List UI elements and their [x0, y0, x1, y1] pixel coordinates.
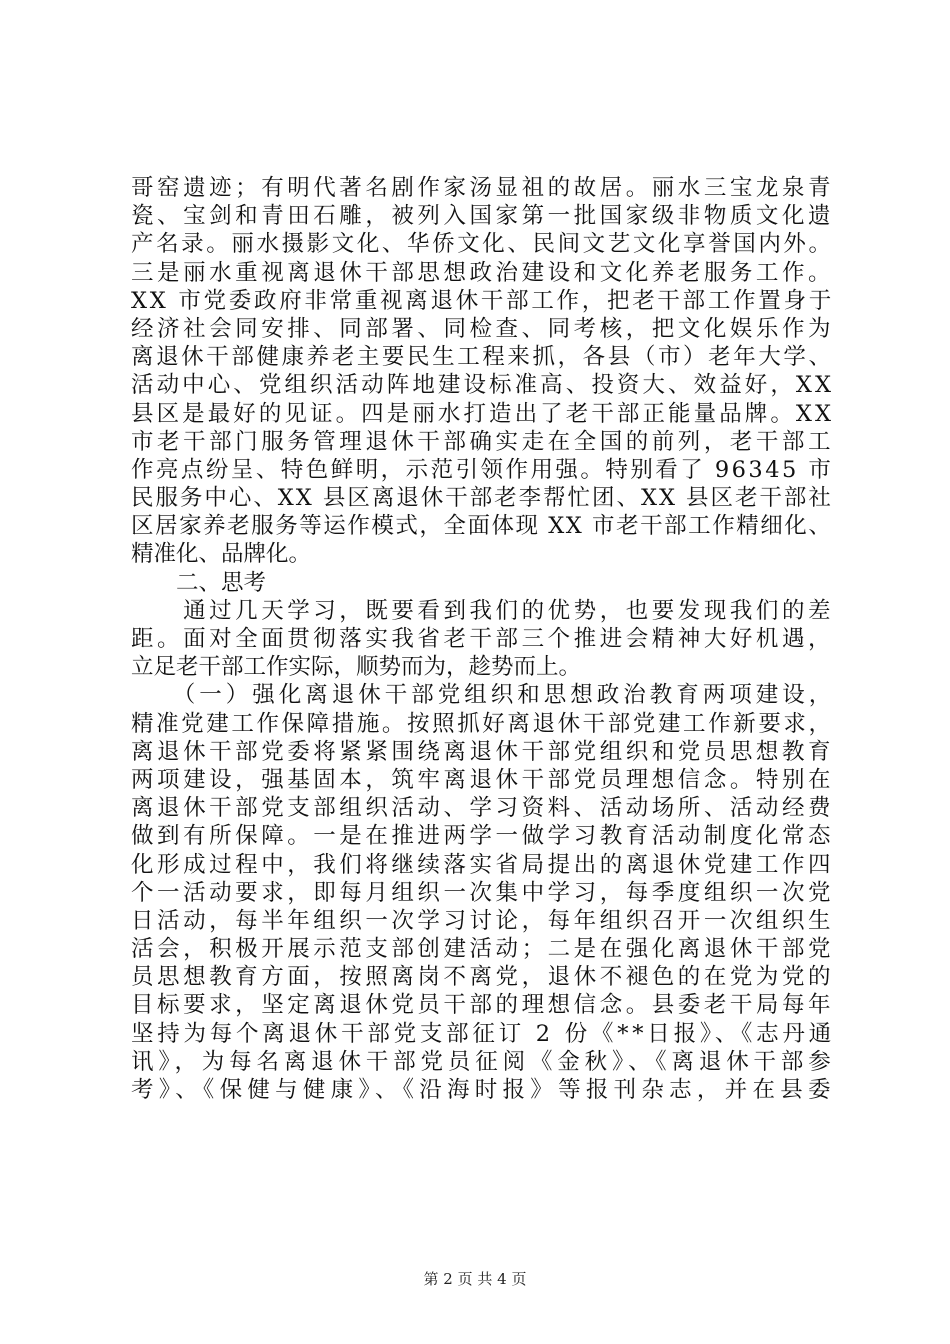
text-line: 市老干部门服务管理退休干部确实走在全国的前列，老干部工	[131, 428, 835, 455]
text-line: 立足老干部工作实际，顺势而为，趁势而上。	[131, 654, 582, 681]
text-line: 产名录。丽水摄影文化、华侨文化、民间文艺文化享誉国内外。	[131, 231, 834, 258]
text-line: 日活动，每半年组织一次学习讨论，每年组织召开一次组织生	[131, 907, 835, 934]
text-line: 三是丽水重视离退休干部思想政治建设和文化养老服务工作。	[131, 259, 835, 286]
text-line: 讯》，为每名离退休干部党员征阅《金秋》、《离退休干部参	[131, 1048, 836, 1075]
text-line: 民服务中心、XX 县区离退休干部老李帮忙团、XX 县区老干部社	[131, 485, 833, 512]
text-line: 县区是最好的见证。四是丽水打造出了老干部正能量品牌。XX	[131, 400, 835, 427]
text-line: 考》、《保健与健康》、《沿海时报》等报刊杂志，并在县委	[131, 1077, 836, 1103]
text-line: 距。面对全面贯彻落实我省老干部三个推进会精神大好机遇，	[131, 626, 835, 652]
text-line: 目标要求，坚定离退休党员干部的理想信念。县委老干局每年	[131, 992, 835, 1019]
text-line: 通过几天学习，既要看到我们的优势，也要发现我们的差	[131, 597, 835, 624]
text-line: 离退休干部党支部组织活动、学习资料、活动场所、活动经费	[131, 795, 835, 822]
text-line: 做到有所保障。一是在推进两学一做学习教育活动制度化常态	[131, 823, 835, 850]
text-line: XX 市党委政府非常重视离退休干部工作，把老干部工作置身于	[131, 287, 834, 314]
text-line: 坚持为每个离退休干部党支部征订 2 份《**日报》、《志丹通	[131, 1020, 835, 1047]
text-line: （一）强化离退休干部党组织和思想政治教育两项建设，	[131, 682, 836, 709]
text-line: 二、思考	[131, 569, 267, 596]
text-line: 作亮点纷呈、特色鲜明，示范引领作用强。特别看了 96345 市	[131, 456, 834, 483]
text-line: 精准化、品牌化。	[131, 541, 312, 568]
text-line: 个一活动要求，即每月组织一次集中学习，每季度组织一次党	[131, 879, 835, 906]
body-text	[131, 174, 836, 1104]
text-line: 离退休干部党委将紧紧围绕离退休干部党组织和党员思想教育	[131, 738, 835, 765]
text-line: 精准党建工作保障措施。按照抓好离退休干部党建工作新要求，	[131, 710, 834, 737]
text-line: 活动中心、党组织活动阵地建设标准高、投资大、效益好，XX	[131, 372, 835, 399]
text-line: 活会，积极开展示范支部创建活动；二是在强化离退休干部党	[131, 936, 835, 963]
text-line: 哥窑遗迹；有明代著名剧作家汤显祖的故居。丽水三宝龙泉青	[131, 175, 835, 201]
text-line: 区居家养老服务等运作模式，全面体现 XX 市老干部工作精细化、	[131, 513, 833, 540]
text-line: 化形成过程中，我们将继续落实省局提出的离退休党建工作四	[131, 851, 835, 878]
text-line: 员思想教育方面，按照离岗不离党，退休不褪色的在党为党的	[131, 964, 835, 991]
text-line: 瓷、宝剑和青田石雕，被列入国家第一批国家级非物质文化遗	[131, 203, 835, 230]
page-footer: 第 2 页 共 4 页	[423, 1270, 527, 1288]
text-line: 离退休干部健康养老主要民生工程来抓，各县（市）老年大学、	[131, 344, 834, 371]
text-line: 两项建设，强基固本，筑牢离退休干部党员理想信念。特别在	[131, 766, 835, 793]
text-line: 经济社会同安排、同部署、同检查、同考核，把文化娱乐作为	[131, 315, 835, 342]
